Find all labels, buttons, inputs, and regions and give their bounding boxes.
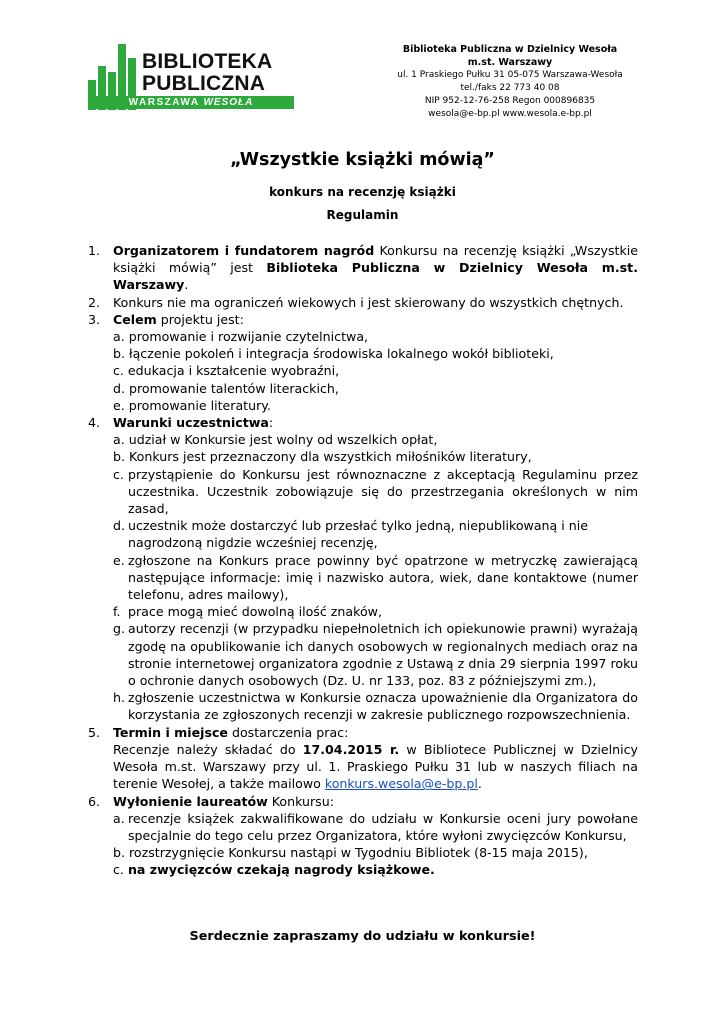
library-address: ul. 1 Praskiego Pułku 31 05-075 Warszawa-Wesoła bbox=[397, 70, 623, 80]
rule-4-subitem-h: h. zgłoszenie uczestnictwa w Konkursie oznacza upoważnienie dla Organizatora do korzystania ze zgłoszonych recenzji w zakresie publicznego rozpowszechnienia. bbox=[113, 690, 638, 723]
rule-4-subitem-b: b. Konkurs jest przeznaczony dla wszystkich miłośników literatury, bbox=[113, 449, 532, 465]
rule-5: 5. Termin i miejsce dostarczenia prac: Recenzje należy składać do 17.04.2015 r. w Bibliotece Publicznej w Dzielnicy Wesoła m.st. Warszawy przy ul. 1. Praskiego Pułku 31 lub w naszych filiach na terenie Wesołej, a także mailowo konkurs.wesola@e-bp.pl. bbox=[88, 724, 638, 792]
document-title: „Wszystkie książki mówią” bbox=[230, 150, 495, 170]
contest-email-link[interactable]: konkurs.wesola@e-bp.pl bbox=[324, 776, 478, 792]
rule-4: 4. Warunki uczestnictwa: a. udział w Konkursie jest wolny od wszelkich opłat, b. Konkurs jest przeznaczony dla wszystkich miłośników literatury, c. przystąpienie do Konkursu jest równoznaczne z akceptacją Regulaminu przez uczestnika. Uczestnik zobowiązuje się do przestrzegania określonych w nim zasad, d. uczestnik może dostarczyć lub przesłać tylko jedną, niepublikowaną i nie nagrodzoną nigdzie wcześniej recenzję, e. zgłoszone na Konkurs prace powinny być opatrzone w metryczkę zawierającą następujące informacje: imię i nazwisko autora, wiek, dane kontaktowe (numer telefonu, adres mailowy), f. prace mogą mieć dowolną ilość znaków, g. autorzy recenzji (w przypadku niepełnoletnich ich opiekunowie prawni) wyrażają zgodę na opublikowanie ich danych osobowych w regionalnych mediach oraz na stronie internetowej organizatora zgodnie z Ustawą z dnia 29 sierpnia 1997 roku o ochronie danych osobowych (Dz. U. nr 133, poz. 83 z późniejszymi zm.), h. zgłoszenie uczestnictwa w Konkursie oznacza upoważnienie dla Organizatora do korzystania ze zgłoszonych recenzji w zakresie publicznego rozpowszechnienia. bbox=[88, 415, 638, 723]
rule-4-subitem-e: e. zgłoszone na Konkurs prace powinny być opatrzone w metryczkę zawierającą następujące informacje: imię i nazwisko autora, wiek, dane kontaktowe (numer telefonu, adres mailowy), bbox=[113, 552, 638, 603]
library-phone: tel./faks 22 773 40 08 bbox=[460, 83, 560, 93]
rule-6-subitem-a: a. recenzje książek zakwalifikowane do udziału w Konkursie oceni jury powołane specjalnie do tego celu przez Organizatora, które wyłoni zwycięzców Konkursu, bbox=[113, 810, 638, 843]
document-subtitle: konkurs na recenzję książki bbox=[269, 185, 456, 199]
rule-4-subitem-a: a. udział w Konkursie jest wolny od wszelkich opłat, bbox=[113, 432, 438, 448]
rule-3-subitem: e. promowanie literatury. bbox=[113, 397, 271, 413]
library-city: m.st. Warszawy bbox=[467, 57, 553, 68]
rule-1: 1. Organizatorem i fundatorem nagród Konkursu na recenzję książki „Wszystkie książki mówią” jest Biblioteka Publiczna w Dzielnicy Wesoła m.st. Warszawy. bbox=[88, 243, 638, 293]
letterhead-info bbox=[380, 43, 640, 121]
rule-6-subitem-b: b. rozstrzygnięcie Konkursu nastąpi w Tygodniu Bibliotek (8-15 maja 2015), bbox=[113, 845, 588, 861]
library-logo bbox=[88, 44, 294, 110]
closing-invitation: Serdecznie zapraszamy do udziału w konkursie! bbox=[189, 929, 536, 944]
library-name: Biblioteka Publiczna w Dzielnicy Wesoła bbox=[402, 44, 618, 55]
library-ids: NIP 952-12-76-258 Regon 000896835 bbox=[424, 96, 596, 106]
rule-2: 2. Konkurs nie ma ograniczeń wiekowych i jest skierowany do wszystkich chętnych. bbox=[88, 294, 624, 310]
rule-3-subitem: c. edukacja i kształcenie wyobraźni, bbox=[113, 363, 340, 379]
rule-6-subitem-c: c. na zwycięzców czekają nagrody książkowe. bbox=[113, 862, 435, 878]
deadline-date: 17.04.2015 r. bbox=[302, 741, 400, 757]
library-contact: wesola@e-bp.pl www.wesola.e-bp.pl bbox=[428, 109, 592, 119]
rule-4-subitem-g: g. autorzy recenzji (w przypadku niepełnoletnich ich opiekunowie prawni) wyrażają zgodę na opublikowanie ich danych osobowych w regionalnych mediach oraz na stronie internetowej organizatora zgodnie z Ustawą z dnia 29 sierpnia 1997 roku o ochronie danych osobowych (Dz. U. nr 133, poz. 83 z późniejszymi zm.), bbox=[113, 621, 638, 689]
rule-3-subitem: a. promowanie i rozwijanie czytelnictwa, bbox=[113, 329, 369, 345]
document-heading-regulamin: Regulamin bbox=[326, 208, 399, 222]
rule-4-subitem-f: f. prace mogą mieć dowolną ilość znaków, bbox=[113, 604, 382, 620]
logo-band: WARSZAWA WESOŁA bbox=[88, 96, 294, 109]
rule-6: 6. Wyłonienie laureatów Konkursu: a. recenzje książek zakwalifikowane do udziału w Konkursie oceni jury powołane specjalnie do tego celu przez Organizatora, które wyłoni zwycięzców Konkursu, b. rozstrzygnięcie Konkursu nastąpi w Tygodniu Bibliotek (8-15 maja 2015), c. na zwycięzców czekają nagrody książkowe. bbox=[88, 793, 638, 878]
rule-4-subitem-c: c. przystąpienie do Konkursu jest równoznaczne z akceptacją Regulaminu przez uczestnika. Uczestnik zobowiązuje się do przestrzegania określonych w nim zasad, bbox=[113, 466, 638, 517]
logo-text-biblioteka: BIBLIOTEKA bbox=[142, 50, 273, 73]
rule-3: 3. Celem projektu jest: a. promowanie i rozwijanie czytelnictwa, b. łączenie pokoleń i integracja środowiska lokalnego wokół biblioteki, c. edukacja i kształcenie wyobraźni, d. promowanie talentów literackich, e. promowanie literatury. bbox=[88, 311, 638, 414]
rules-list bbox=[88, 242, 638, 879]
rule-3-subitem: b. łączenie pokoleń i integracja środowiska lokalnego wokół biblioteki, bbox=[113, 346, 554, 362]
logo-text-publiczna: PUBLICZNA bbox=[142, 72, 266, 95]
rule-4-subitem-d: d. uczestnik może dostarczyć lub przesłać tylko jedną, niepublikowaną i nie nagrodzoną nigdzie wcześniej recenzję, bbox=[113, 518, 588, 551]
rule-3-subitem: d. promowanie talentów literackich, bbox=[113, 380, 339, 396]
